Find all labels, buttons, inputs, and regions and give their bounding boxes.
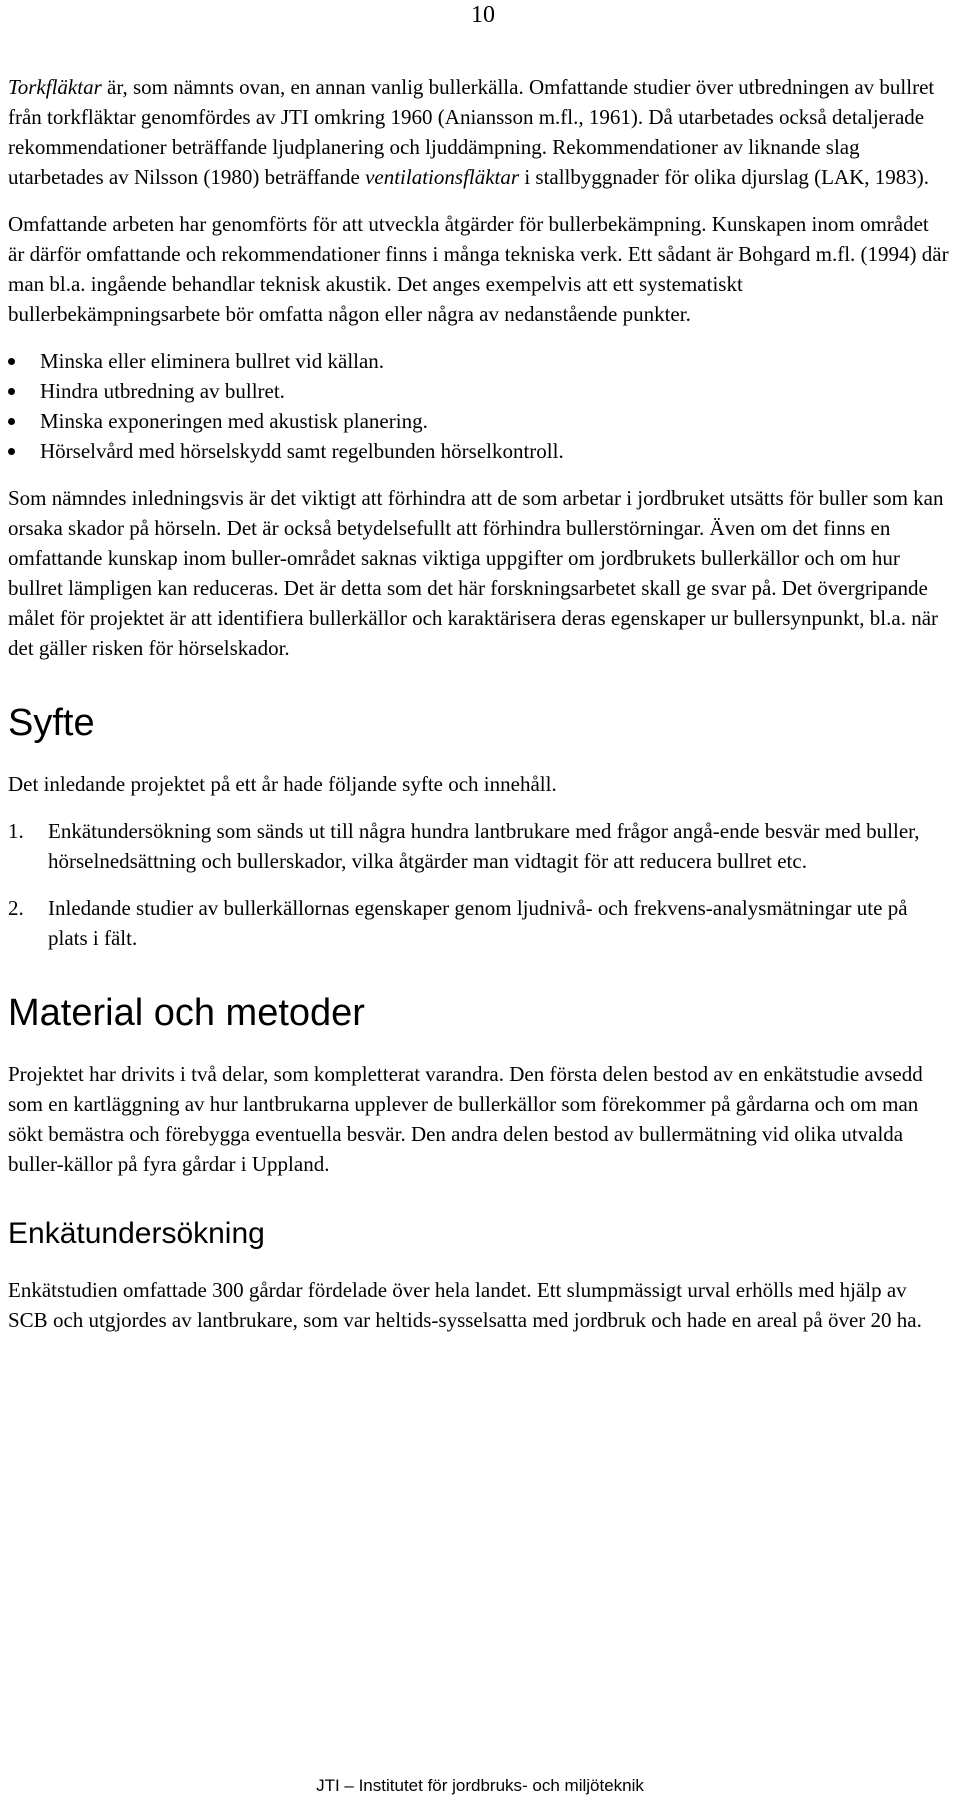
list-item: 1. Enkätundersökning som sänds ut till några hundra lantbrukare med frågor angå-ende besvär med buller, hörselnedsättning och bullerskador, vilka åtgärder man vidtagit för att reducera bullret etc. [8, 819, 920, 873]
term-torkflaktar: Torkfläktar [8, 75, 102, 99]
document-body [8, 72, 950, 1335]
list-item: Minska exponeringen med akustisk planering. [8, 406, 950, 436]
paragraph-bullerbekampning: Omfattande arbeten har genomförts för att utveckla åtgärder för bullerbekämpning. Kunskapen inom området är därför omfattande och rekommendationer finns i många tekniska verk. Ett sådant är Bohgard m.fl. (1994) där man bl.a. ingående behandlar teknisk akustik. Det anges exempelvis att ett systematiskt bullerbekämpningsarbete bör omfatta någon eller några av nedanstående punkter. [8, 212, 949, 326]
bullet-list [8, 346, 950, 466]
paragraph-enkat: Enkätstudien omfattade 300 gårdar fördelade över hela landet. Ett slumpmässigt urval erhölls med hjälp av SCB och utgjordes av lantbrukare, som var heltids-sysselsatta med jordbruk och hade en areal på över 20 ha. [8, 1278, 922, 1332]
page-footer: JTI – Institutet för jordbruks- och miljöteknik [316, 1776, 644, 1795]
bullet-icon [8, 358, 15, 365]
paragraph-mal: Som nämndes inledningsvis är det viktigt att förhindra att de som arbetar i jordbruket utsätts för buller som kan orsaka skador på hörseln. Det är också betydelsefullt att förhindra bullerstörningar. Även om det finns en omfattande kunskap inom buller-området saknas viktiga uppgifter om jordbrukets bullerkällor och om hur bullret lämpligen kan reduceras. Det är detta som det här forskningsarbetet skall ge svar på. Det övergripande målet för projektet är att identifiera bullerkällor och karaktärisera deras egenskaper ur bullersynpunkt, bl.a. när det gäller risken för hörselskador. [8, 486, 944, 660]
bullet-icon [8, 448, 15, 455]
heading-syfte: Syfte [8, 702, 95, 744]
list-item: Hörselvård med hörselskydd samt regelbunden hörselkontroll. [8, 436, 950, 466]
term-ventilationsflaktar: ventilationsfläktar [365, 165, 520, 189]
list-item: Minska eller eliminera bullret vid källan. [8, 346, 950, 376]
bullet-icon [8, 418, 15, 425]
list-item: Hindra utbredning av bullret. [8, 376, 950, 406]
list-item: 2. Inledande studier av bullerkällornas egenskaper genom ljudnivå- och frekvens-analysmätningar ute på plats i fält. [8, 896, 908, 950]
page-number: 10 [471, 2, 495, 28]
heading-enkatundersokning: Enkätundersökning [8, 1217, 265, 1250]
paragraph-material: Projektet har drivits i två delar, som kompletterat varandra. Den första delen bestod av en enkätstudie avsedd som en kartläggning av hur lantbrukarna upplever de bullerkällor som förekommer på gårdarna och om man sökt bemästra och förebygga eventuella besvär. Den andra delen bestod av bullermätning vid olika utvalda buller-källor på fyra gårdar i Uppland. [8, 1062, 923, 1176]
paragraph-text: är, som nämnts ovan, en annan vanlig bullerkälla. Omfattande studier över utbredningen av bullret från torkfläktar genomfördes av JTI omkring 1960 (Aniansson m.fl., 1961). Då utarbetades också detaljerade rekommendationer beträffande ljudplanering och ljuddämpning. Rekommendationer av liknande slag utarbetades av Nilsson (1980) beträffande [8, 75, 935, 189]
bullet-icon [8, 388, 15, 395]
heading-material-och-metoder: Material och metoder [8, 992, 365, 1034]
syfte-intro: Det inledande projektet på ett år hade följande syfte och innehåll. [8, 772, 557, 796]
paragraph-torkflaktar [8, 72, 950, 192]
syfte-list [8, 816, 950, 953]
paragraph-text: i stallbyggnader för olika djurslag (LAK, 1983). [519, 165, 930, 189]
